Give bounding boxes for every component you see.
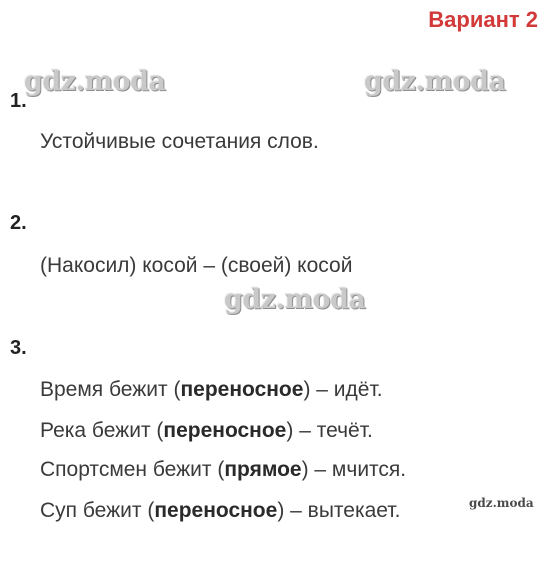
synonym-text: ) – течёт. (286, 419, 373, 442)
task-number: 3. (10, 337, 27, 359)
task-answer-line: (Накосил) косой – (своей) косой (40, 254, 353, 277)
watermark-logo-small: gdz.moda (469, 496, 534, 510)
phrase-text: Суп бежит ( (40, 499, 155, 522)
task-answer-line (40, 458, 406, 482)
watermark-logo: gdz.moda (364, 66, 506, 97)
meaning-type: прямое (224, 458, 302, 481)
task-answer-line (40, 378, 383, 402)
task-number: 2. (10, 212, 27, 234)
task-answer-line: Устойчивые сочетания слов. (40, 130, 319, 153)
watermark-logo: gdz.moda (224, 284, 366, 315)
phrase-text: Время бежит ( (40, 378, 181, 401)
phrase-text: Река бежит ( (40, 419, 164, 442)
meaning-type: переносное (180, 378, 304, 401)
task-answer-line (40, 419, 373, 443)
synonym-text: ) – мчится. (301, 458, 407, 481)
phrase-text: Спортсмен бежит ( (40, 458, 225, 481)
variant-label: Вариант 2 (428, 7, 538, 32)
task-number: 1. (10, 90, 27, 112)
synonym-text: ) – вытекает. (277, 499, 401, 522)
meaning-type: переносное (154, 499, 278, 522)
task-answer-line (40, 499, 400, 523)
watermark-logo: gdz.moda (24, 66, 166, 97)
synonym-text: ) – идёт. (303, 378, 383, 401)
meaning-type: переносное (163, 419, 287, 442)
